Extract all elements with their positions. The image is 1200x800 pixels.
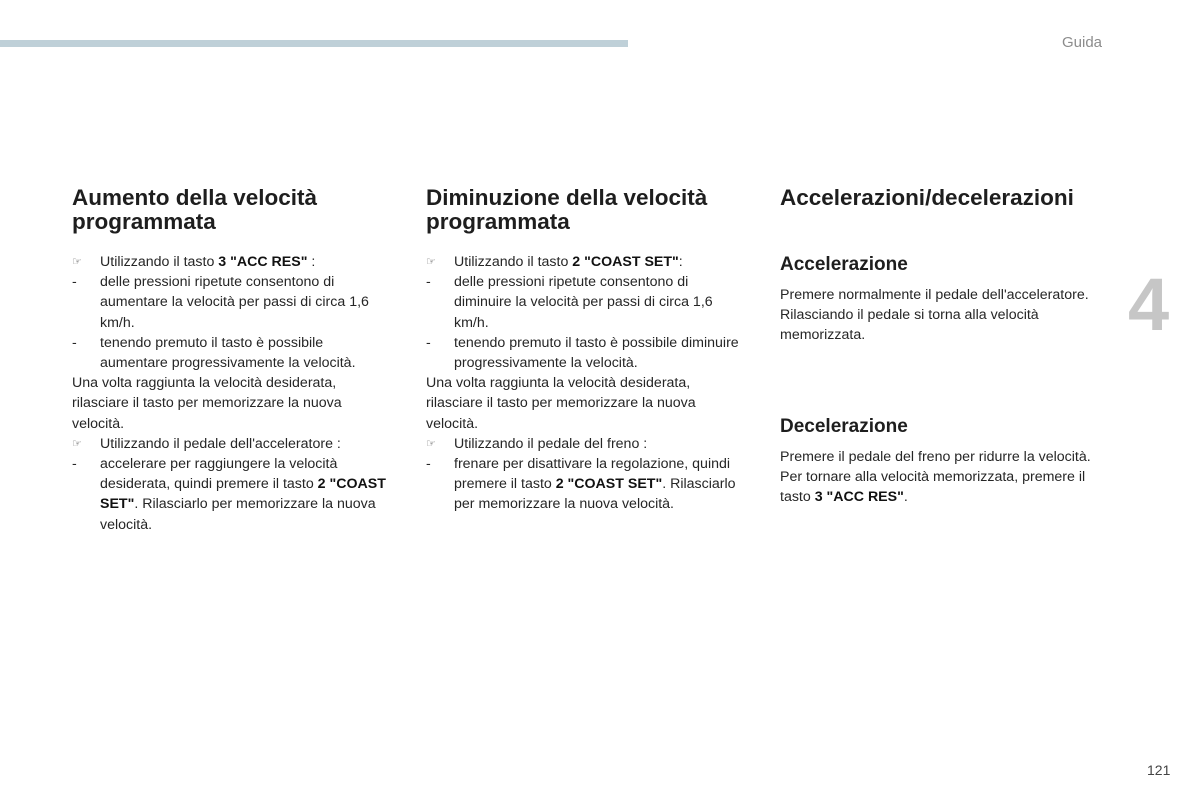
item-text: Utilizzando il tasto: [454, 254, 573, 270]
chapter-number: 4: [1128, 263, 1170, 346]
list-item: [72, 272, 392, 333]
button-reference: 2 "COAST SET": [555, 476, 663, 493]
item-text: Utilizzando il tasto: [100, 254, 219, 270]
paragraph-text: .: [903, 489, 908, 506]
item-text: . Rilasciarlo per memorizzare la nuova velocità.: [100, 496, 376, 533]
list-item: [426, 272, 746, 333]
arrow-bullet-icon: ☞: [72, 437, 82, 450]
arrow-bullet-icon: ☞: [426, 256, 436, 268]
dash-bullet: -: [72, 274, 77, 291]
arrow-bullet-icon: ☞: [426, 437, 436, 450]
dash-bullet: -: [426, 334, 431, 351]
header-accent-bar: [0, 40, 628, 47]
button-reference: 3 "ACC RES": [814, 489, 904, 506]
paragraph: [780, 447, 1110, 508]
page-number: 121: [1147, 762, 1171, 778]
section-title: [426, 186, 746, 234]
list-item: [426, 434, 746, 454]
decrease-speed-section: [426, 186, 746, 515]
button-reference: 3 "ACC RES": [218, 254, 308, 270]
item-text: . Rilasciarlo per memorizzare la nuova velocità.: [454, 476, 736, 513]
subsection-title-acceleration: Accelerazione: [780, 254, 908, 275]
item-text: :: [678, 254, 683, 270]
list-item: [426, 252, 746, 272]
subsection-title-deceleration: Decelerazione: [780, 415, 908, 437]
title-line: programmata: [72, 209, 216, 234]
title-line: Aumento della velocità: [72, 185, 318, 210]
section-title: [72, 186, 392, 234]
dash-bullet: -: [426, 456, 431, 473]
paragraph: Una volta raggiunta la velocità desiderata, rilasciare il tasto per memorizzare la nuova velocità.: [72, 375, 342, 432]
list-item: [72, 454, 392, 535]
section-label: Guida: [1062, 34, 1103, 51]
dash-bullet: -: [72, 456, 77, 473]
button-reference: 2 "COAST SET": [572, 254, 679, 270]
acceleration-deceleration-section: [780, 186, 1110, 507]
list-item: [72, 252, 392, 272]
button-reference: 2 "COAST SET": [100, 476, 386, 513]
title-line: Diminuzione della velocità: [426, 185, 708, 210]
list-item: [72, 333, 392, 373]
item-text: delle pressioni ripetute consentono di aumentare la velocità per passi di circa 1,6 km/h.: [100, 274, 369, 331]
item-text: accelerare per raggiungere la velocità desiderata, quindi premere il tasto: [100, 456, 338, 493]
item-text: tenendo premuto il tasto è possibile aumentare progressivamente la velocità.: [100, 334, 356, 372]
paragraph: Una volta raggiunta la velocità desiderata, rilasciare il tasto per memorizzare la nuova velocità.: [426, 375, 696, 432]
list-item: [426, 454, 746, 515]
list-item: [72, 434, 392, 454]
item-text: delle pressioni ripetute consentono di diminuire la velocità per passi di circa 1,6 km/h.: [454, 274, 713, 331]
dash-bullet: -: [426, 274, 431, 291]
item-text: Utilizzando il pedale del freno :: [454, 435, 648, 452]
section-title: Accelerazioni/decelerazioni: [780, 185, 1074, 210]
title-line: programmata: [426, 209, 570, 234]
list-item: [426, 333, 746, 373]
item-text: :: [307, 254, 316, 270]
item-text: frenare per disattivare la regolazione, quindi premere il tasto: [454, 456, 731, 493]
arrow-bullet-icon: ☞: [72, 256, 82, 268]
paragraph: Premere normalmente il pedale dell'acceleratore. Rilasciando il pedale si torna alla velocità memorizzata.: [780, 287, 1089, 344]
paragraph-text: Premere il pedale del freno per ridurre la velocità. Per tornare alla velocità memorizzata, premere il tasto: [780, 448, 1091, 506]
increase-speed-section: [72, 186, 392, 535]
item-text: tenendo premuto il tasto è possibile diminuire progressivamente la velocità.: [454, 334, 739, 372]
dash-bullet: -: [72, 334, 77, 351]
item-text: Utilizzando il pedale dell'acceleratore :: [100, 435, 341, 452]
